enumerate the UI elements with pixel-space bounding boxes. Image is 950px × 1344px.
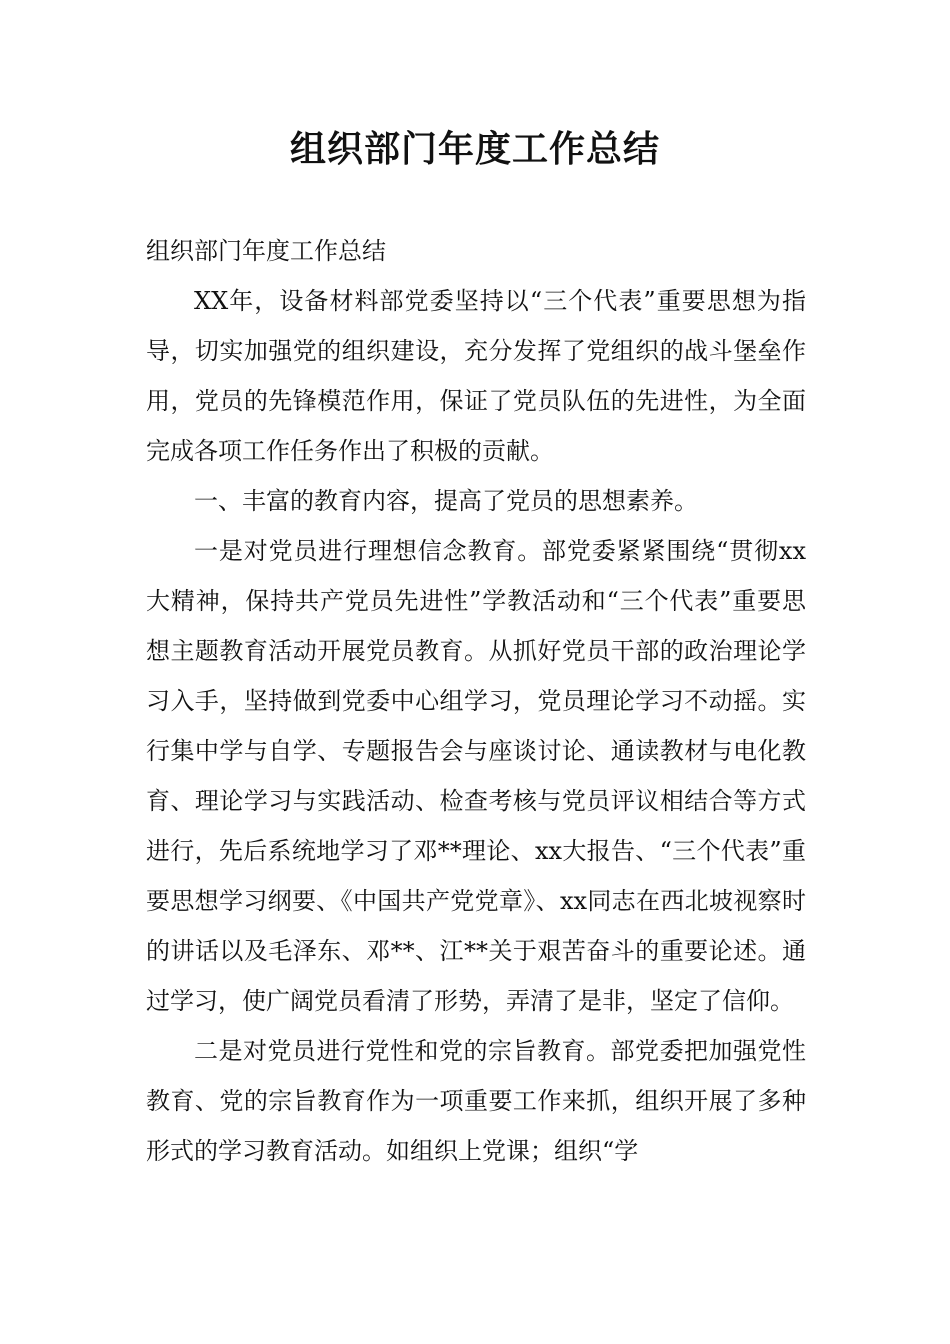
document-title: 组织部门年度工作总结 [289,129,660,170]
paragraph-party-spirit-education: 二是对党员进行党性和党的宗旨教育。部党委把加强党性教育、党的宗旨教育作为一项重要工作来抓，组织开展了多种形式的学习教育活动。如组织上党课；组织“学 [146,1037,806,1165]
section-heading-1: 一、丰富的教育内容，提高了党员的思想素养。 [194,487,698,515]
paragraph-ideals-education: 一是对党员进行理想信念教育。部党委紧紧围绕“贯彻xx大精神，保持共产党员先进性”学教活动和“三个代表”重要思想主题教育活动开展党员教育。从抓好党员干部的政治理论学习入手，坚持做到党委中心组学习，党员理论学习不动摇。实行集中学与自学、专题报告会与座谈讨论、通读教材与电化教育、理论学习与实践活动、检查考核与党员评议相结合等方式进行，先后系统地学习了邓**理论、xx大报告、“三个代表”重要思想学习纲要、《中国共产党党章》、xx同志在西北坡视察时的讲话以及毛泽东、邓**、江**关于艰苦奋斗的重要论述。通过学习，使广阔党员看清了形势，弄清了是非，坚定了信仰。 [146,537,806,1015]
document-body [146,226,806,1176]
paragraph-intro: XX年，设备材料部党委坚持以“三个代表”重要思想为指导，切实加强党的组织建设，充分发挥了党组织的战斗堡垒作用，党员的先锋模范作用，保证了党员队伍的先进性，为全面完成各项工作任务作出了积极的贡献。 [146,287,806,465]
document-subtitle: 组织部门年度工作总结 [146,237,386,265]
